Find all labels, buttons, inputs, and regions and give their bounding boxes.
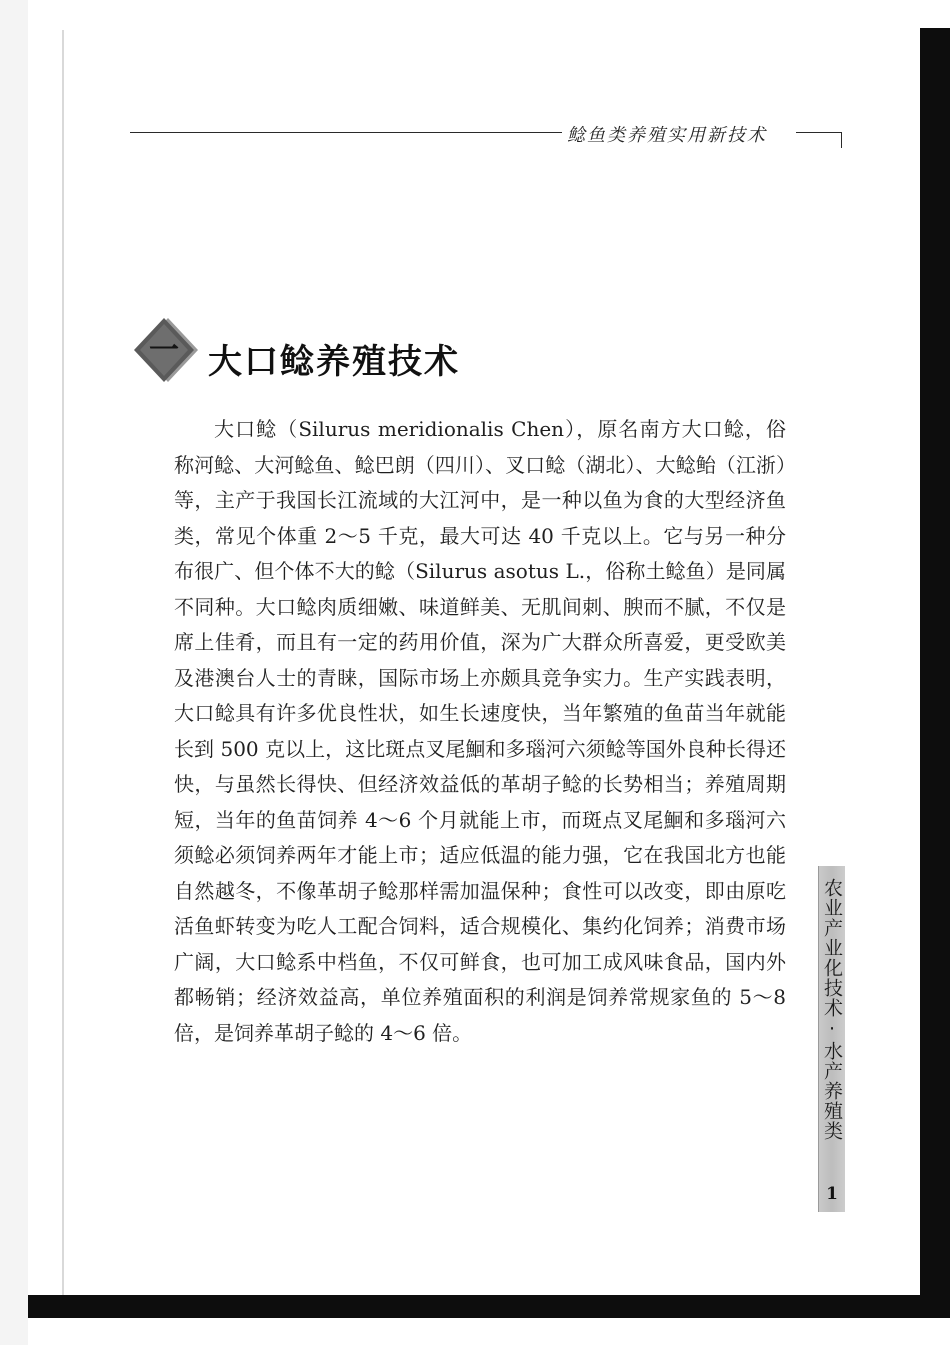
running-header [130,120,842,144]
side-tab-label: 农业产业化技术·水产养殖类 [821,878,843,1141]
chapter-title: 大口鲶养殖技术 [208,342,460,382]
page-number: 1 [826,1184,838,1204]
section-side-tab [818,866,845,1212]
page-spine-shadow [62,30,64,1295]
body-paragraph: 大口鲶（Silurus meridionalis Chen），原名南方大口鲶，俗称河鲶、大河鲶鱼、鲶巴朗（四川）、叉口鲶（湖北）、大鲶鲐（江浙）等，主产于我国长江流域的大江河中，是一种以鱼为食的大型经济鱼类，常见个体重 2～5 千克，最大可达 40 千克以上。它与另一种分布很广、但个体不大的鲶（Silurus asotus L.，俗称土鲶鱼）是同属不同种。大口鲶肉质细嫩、味道鲜美、无肌间刺、腴而不腻，不仅是席上佳肴，而且有一定的药用价值，深为广大群众所喜爱，更受欧美及港澳台人士的青睐，国际市场上亦颇具竞争实力。生产实践表明，大口鲶具有许多优良性状，如生长速度快，当年繁殖的鱼苗当年就能长到 500 克以上，这比斑点叉尾鮰和多瑙河六须鲶等国外良种长得还快，与虽然长得快、但经济效益低的革胡子鲶的长势相当；养殖周期短，当年的鱼苗饲养 4～6 个月就能上市，而斑点叉尾鮰和多瑙河六须鲶必须饲养两年才能上市；适应低温的能力强，它在我国北方也能自然越冬，不像革胡子鲶那样需加温保种；食性可以改变，即由原吃活鱼虾转变为吃人工配合饲料，适合规模化、集约化饲养；消费市场广阔，大口鲶系中档鱼，不仅可鲜食，也可加工成风味食品，国内外都畅销；经济效益高，单位养殖面积的利润是饲养常规家鱼的 5～8 倍，是饲养革胡子鲶的 4～6 倍。 [174,417,786,1045]
header-rule-tick [841,132,842,148]
header-rule-right [796,132,842,133]
scan-border-bottom [28,1295,950,1318]
header-rule-left [130,132,562,133]
scan-border-right [920,28,950,1318]
running-header-title: 鲶鱼类养殖实用新技术 [567,125,767,146]
chapter-number-badge [132,316,200,384]
scan-margin-left [0,0,28,1345]
chapter-number: 一 [149,333,179,368]
